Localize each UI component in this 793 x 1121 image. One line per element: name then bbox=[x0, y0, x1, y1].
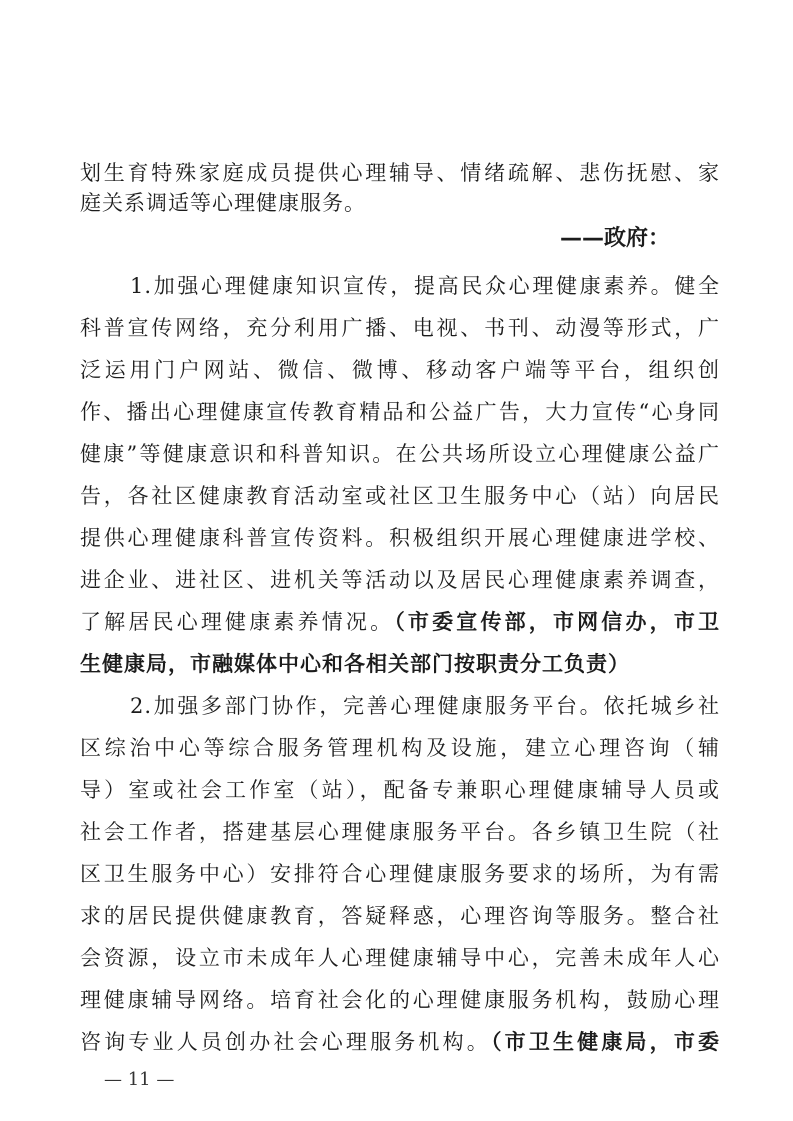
text-line-3: 1.加强心理健康知识宣传，提高民众心理健康素养。健全 bbox=[130, 274, 720, 298]
page-number: — 11 — bbox=[104, 1069, 175, 1090]
text-line-5: 泛运用门户网站、微信、微博、移动客户端等平台，组织创 bbox=[80, 358, 720, 382]
text-line-7: 健康”等健康意识和科普知识。在公共场所设立心理健康公益广 bbox=[80, 442, 720, 466]
text-line-15: 导）室或社会工作室（站），配备专兼职心理健康辅导人员或 bbox=[80, 778, 720, 802]
text-line-2: 庭关系调适等心理健康服务。 bbox=[80, 191, 366, 215]
responsibility-note: （市委宣传部，市网信办，市卫 bbox=[394, 609, 720, 634]
responsibility-note: 生健康局，市融媒体中心和各相关部门按职责分工负责） bbox=[80, 651, 630, 676]
text-line-4: 科普宣传网络，充分利用广播、电视、书刊、动漫等形式，广 bbox=[80, 316, 720, 340]
text-line-18: 求的居民提供健康教育，答疑释惑，心理咨询等服务。整合社 bbox=[80, 904, 720, 928]
text-line-9: 提供心理健康科普宣传资料。积极组织开展心理健康进学校、 bbox=[80, 526, 720, 550]
text-line-13: 2.加强多部门协作，完善心理健康服务平台。依托城乡社 bbox=[130, 694, 720, 718]
text-line-8: 告，各社区健康教育活动室或社区卫生服务中心（站）向居民 bbox=[80, 484, 720, 508]
responsibility-note: （市卫生健康局，市委 bbox=[490, 1029, 720, 1054]
text-line-6: 作、播出心理健康宣传教育精品和公益广告，大力宣传“心身同 bbox=[80, 400, 720, 424]
text-line-16: 社会工作者，搭建基层心理健康服务平台。各乡镇卫生院（社 bbox=[80, 820, 720, 844]
section-heading: ——政府： bbox=[560, 226, 671, 251]
text-line-19: 会资源，设立市未成年人心理健康辅导中心，完善未成年人心 bbox=[80, 946, 720, 970]
text-line-14: 区综治中心等综合服务管理机构及设施，建立心理咨询（辅 bbox=[80, 736, 720, 760]
text-line-1: 划生育特殊家庭成员提供心理辅导、情绪疏解、悲伤抚慰、家 bbox=[80, 161, 720, 185]
text-line-11: 了解居民心理健康素养情况。（市委宣传部，市网信办，市卫 bbox=[80, 609, 720, 634]
text-line-20: 理健康辅导网络。培育社会化的心理健康服务机构，鼓励心理 bbox=[80, 988, 720, 1012]
text-line-10: 进企业、进社区、进机关等活动以及居民心理健康素养调查， bbox=[80, 568, 720, 592]
text-line-21: 咨询专业人员创办社会心理服务机构。（市卫生健康局，市委 bbox=[80, 1029, 720, 1054]
text-line-17: 区卫生服务中心）安排符合心理健康服务要求的场所，为有需 bbox=[80, 862, 720, 886]
text-line-12 bbox=[80, 651, 720, 677]
